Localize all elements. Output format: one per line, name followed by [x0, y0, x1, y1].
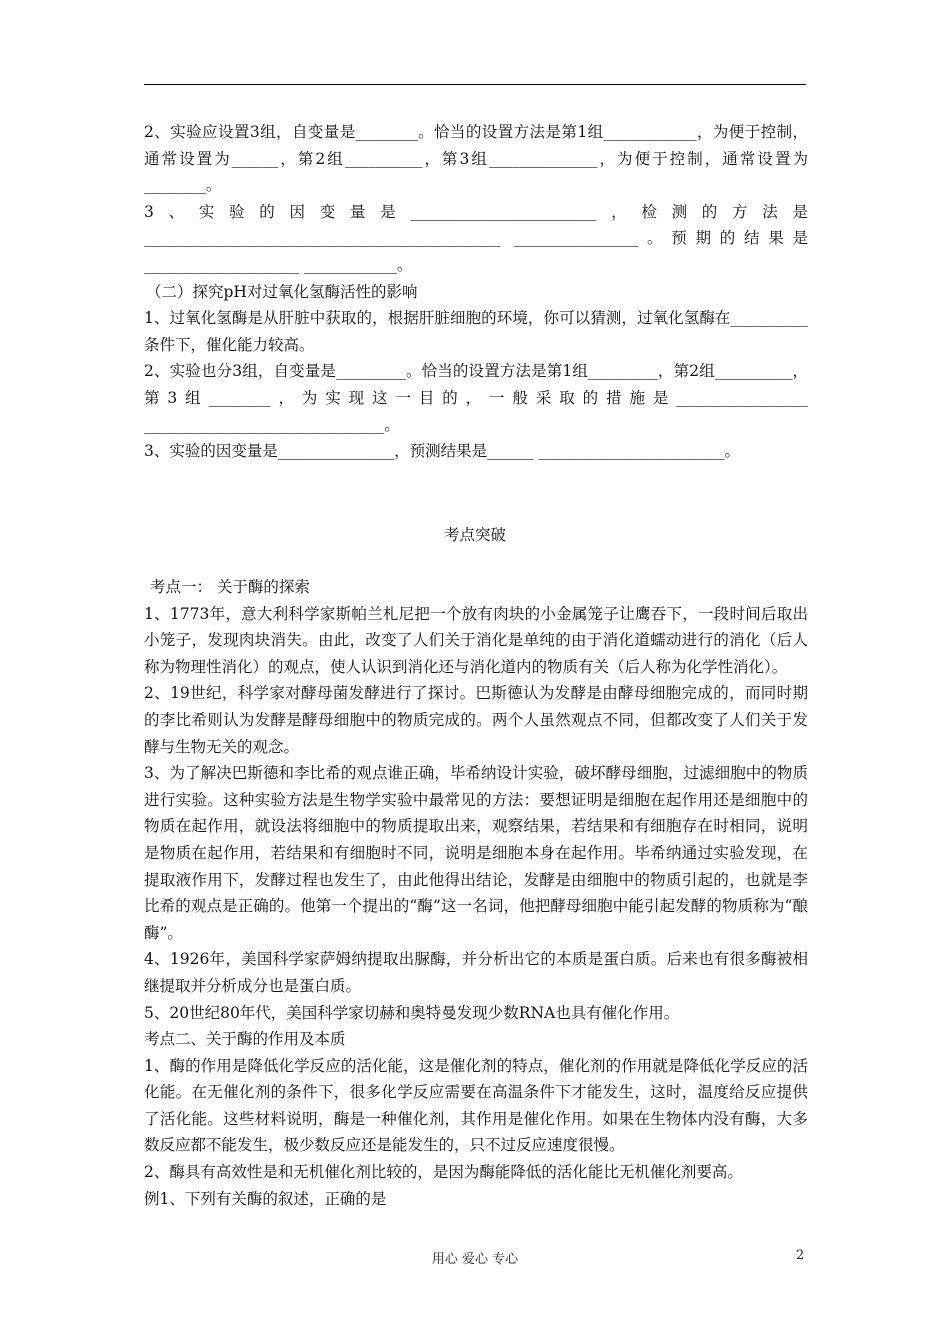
paragraph: 4、1926年，美国科学家萨姆纳提取出脲酶，并分析出它的本质是蛋白质。后来也有很多酶被相继提取并分析成分也是蛋白质。 [144, 950, 808, 995]
paragraph: 2、实验也分3组，自变量是_________。恰当的设置方法是第1组_________，第2组__________，第3组________，为实现这一目的，一般采取的措施是_________________ _______________________________。 [144, 362, 808, 434]
paragraph: 2、实验应设置3组，自变量是________。恰当的设置方法是第1组____________，为便于控制，通常设置为______，第2组__________，第3组______________，为便于控制，通常设置为________。 [144, 123, 808, 195]
paragraph: 1、酶的作用是降低化学反应的活化能，这是催化剂的特点，催化剂的作用就是降低化学反应的活化能。在无催化剂的条件下，很多化学反应需要在高温条件下才能发生，这时，温度给反应提供了活化能。这些材料说明，酶是一种催化剂，其作用是催化作用。如果在生物体内没有酶，大多数反应都不能发生，极少数反应还是能发生的，只不过反应速度很慢。 [144, 1056, 808, 1155]
subsection-heading: 考点二、关于酶的作用及本质 [144, 1030, 346, 1049]
paragraph: 3、实验的因变量是_______________，预测结果是______ ________________________。 [144, 442, 741, 461]
paragraph: 1、1773年，意大利科学家斯帕兰札尼把一个放有肉块的小金属笼子让鹰吞下，一段时间后取出小笼子，发现肉块消失。由此，改变了人们关于消化是单纯的由于消化道蠕动进行的消化（后人称为物理性消化）的观点，使人认识到消化还与消化道内的物质有关（后人称为化学性消化）。 [144, 604, 808, 676]
subsection-heading: （二）探究pH对过氧化氢酶活性的影响 [146, 282, 418, 301]
paragraph: 例1、下列有关酶的叙述，正确的是 [144, 1189, 387, 1208]
section-a [144, 119, 808, 465]
header-rule [144, 84, 806, 85]
page-number: 2 [796, 1248, 805, 1263]
subsection-heading: 考点一： 关于酶的探索 [150, 578, 310, 596]
paragraph: 3、为了解决巴斯德和李比希的观点谁正确，毕希纳设计实验，破坏酵母细胞，过滤细胞中的物质进行实验。这种实验方法是生物学实验中最常见的方法：要想证明是细胞在起作用还是细胞中的物质在起作用，就设法将细胞中的物质提取出来，观察结果，若结果和有细胞存在时相同，说明是物质在起作用，若结果和有细胞时不同，说明是细胞本身在起作用。毕希纳通过实验发现，在提取液作用下，发酵过程也发生了，由此他得出结论，发酵是由细胞中的物质引起的，也就是李比希的观点是正确的。他第一个提出的“酶”这一名词，他把酵母细胞中能引起发酵的物质称为“酿酶”。 [144, 764, 808, 942]
paragraph: 2、19世纪，科学家对酵母菌发酵进行了探讨。巴斯德认为发酵是由酵母细胞完成的，而同时期的李比希则认为发酵是酵母细胞中的物质完成的。两个人虽然观点不同，但都改变了人们关于发酵与生物无关的观念。 [144, 684, 808, 756]
footer-text: 用心 爱心 专心 [431, 1252, 519, 1267]
paragraph: 5、20世纪80年代，美国科学家切赫和奥特曼发现少数RNA也具有催化作用。 [144, 1003, 680, 1022]
paragraph: 1、过氧化氢酶是从肝脏中获取的，根据肝脏细胞的环境，你可以猜测，过氧化氢酶在__________条件下，催化能力较高。 [144, 309, 808, 354]
section-b [144, 574, 808, 1212]
section-title: 考点突破 [443, 526, 506, 544]
paragraph: 3、实验的因变量是________________________，检测的方法是______________________________________________ ________________。预期的结果是____________________ ____________。 [144, 202, 808, 274]
paragraph: 2、酶具有高效性是和无机催化剂比较的，是因为酶能降低的活化能比无机催化剂要高。 [144, 1163, 743, 1182]
